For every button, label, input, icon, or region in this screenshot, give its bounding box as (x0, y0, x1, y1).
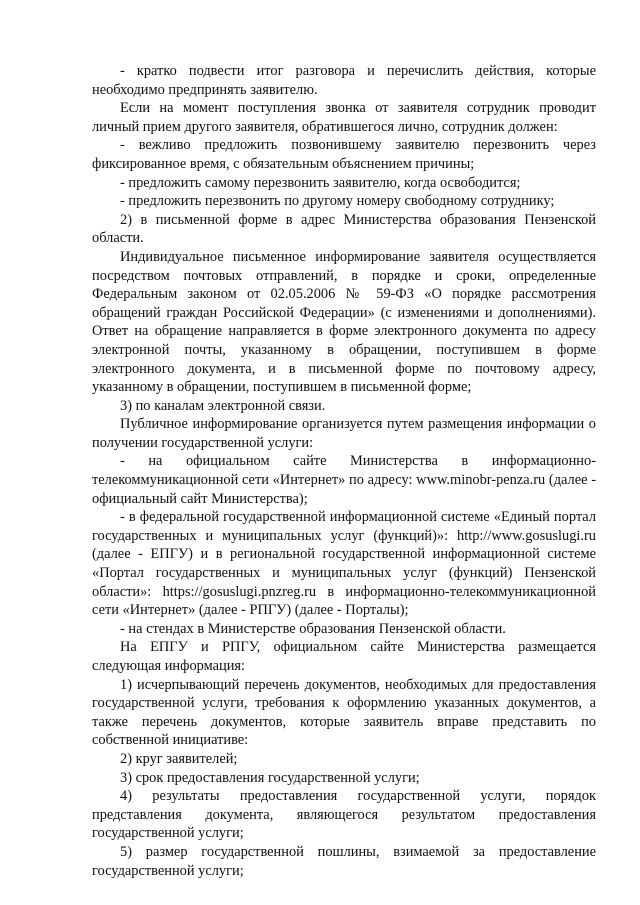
list-item-documents: 1) исчерпывающий перечень документов, необходимых для предоставления государственной услуги, требования к оформлению указанных документов, а также перечень документов, которые заявитель вправе представить по собственной инициативе: (92, 676, 596, 749)
paragraph-personal-reception: Если на момент поступления звонка от заявителя сотрудник проводит личный прием другого заявителя, обратившегося лично, сотрудник должен: (92, 100, 596, 135)
paragraph-posted-info: На ЕПГУ и РПГУ, официальном сайте Министерства размещается следующая информация: (92, 639, 596, 674)
paragraph-summary: - кратко подвести итог разговора и перечислить действия, которые необходимо предпринять заявителю. (92, 63, 596, 98)
paragraph-electronic-channels: 3) по каналам электронной связи. (120, 397, 326, 414)
paragraph-written-form: 2) в письменной форме в адрес Министерства образования Пензенской области. (92, 211, 596, 247)
paragraph-stands: - на стендах в Министерстве образования Пензенской области. (120, 620, 506, 637)
list-item-state-fee: 5) размер государственной пошлины, взимаемой за предоставление государственной услуги; (92, 843, 596, 879)
paragraph-portals: - в федеральной государственной информационной системе «Единый портал государственных и муниципальных услуг (функций)»: http://www.gosuslugi.ru (далее - ЕПГУ) и в региональной государственной информационной системе «Портал государственных и муниципальных услуг (функций) Пензенской области»: https://gosuslugi.pnzreg.ru в информационно-телекоммуникационной сети «Интернет» (далее - РПГУ) (далее - Порталы); (92, 509, 596, 619)
list-item-term: 3) срок предоставления государственной услуги; (120, 769, 420, 786)
paragraph-other-number: - предложить перезвонить по другому номеру свободному сотруднику; (120, 193, 555, 210)
list-item-applicants: 2) круг заявителей; (120, 750, 238, 767)
paragraph-official-site: - на официальном сайте Министерства в информационно-телекоммуникационной сети «Интернет» по адресу: www.minobr-penza.ru (далее - официальный сайт Министерства); (92, 453, 596, 507)
paragraph-call-back-self: - предложить самому перезвонить заявителю, когда освободится; (120, 174, 521, 191)
paragraph-offer-callback: - вежливо предложить позвонившему заявителю перезвонить через фиксированное время, с обязательным объяснением причины; (92, 137, 596, 172)
list-item-results: 4) результаты предоставления государственной услуги, порядок представления документа, являющегося результатом предоставления государственной услуги; (92, 788, 596, 842)
paragraph-public-informing: Публичное информирование организуется путем размещения информации о получении государственной услуги: (92, 416, 596, 451)
paragraph-individual-written: Индивидуальное письменное информирование заявителя осуществляется посредством почтовых отправлений, в порядке и сроки, определенные Федеральным законом от 02.05.2006 № 59-ФЗ «О порядке рассмотрения обращений граждан Российской Федерации» (с изменениями и дополнениями). Ответ на обращение направляется в форме электронного документа по адресу электронной почты, указанному в обращении, поступившем в форме электронного документа, и в письменной форме по почтовому адресу, указанному в обращении, поступившем в письменной форме; (92, 248, 596, 396)
